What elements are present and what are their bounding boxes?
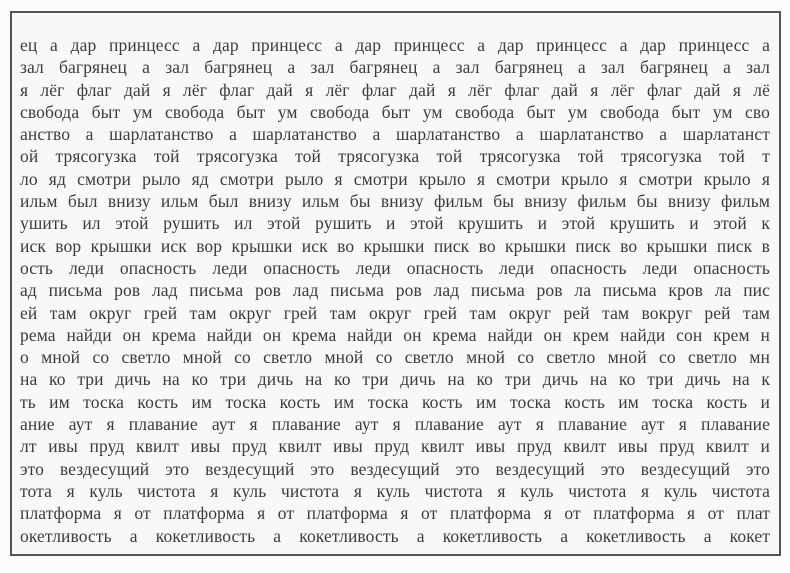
text-line: зал багрянец а зал багрянец а зал багрянец а зал багрянец а зал багрянец а зал <box>20 57 770 78</box>
text-block <box>12 13 779 554</box>
text-line: иск вор крышки иск вор крышки иск во крышки писк во крышки писк во крышки писк в <box>20 235 770 256</box>
text-line: ой трясогузка той трясогузка той трясогузка той трясогузка той трясогузка той т <box>20 146 770 167</box>
text-line: ть им тоска кость им тоска кость им тоска кость им тоска кость им тоска кость и <box>20 391 770 412</box>
text-line: платформа я от платформа я от платформа я от платформа я от платформа я от плат <box>20 503 770 524</box>
text-line: окетливость а кокетливость а кокетливость а кокетливость а кокетливость а кокет <box>20 525 770 546</box>
text-line: ад письма ров лад письма ров лад письма ров лад письма ров ла письма кров ла пис <box>20 280 770 301</box>
text-line: анство а шарлатанство а шарлатанство а шарлатанство а шарлатанство а шарлатанст <box>20 124 770 145</box>
text-line: ость леди опасность леди опасность леди опасность леди опасность леди опасность <box>20 257 770 278</box>
text-line: на ко три дичь на ко три дичь на ко три дичь на ко три дичь на ко три дичь на к <box>20 369 770 390</box>
text-line: о мной со светло мной со светло мной со светло мной со светло мной со светло мн <box>20 347 770 368</box>
text-line: свобода быт ум свобода быт ум свобода быт ум свобода быт ум свобода быт ум сво <box>20 101 770 122</box>
text-frame <box>10 11 781 556</box>
text-line: ец а дар принцесс а дар принцесс а дар принцесс а дар принцесс а дар принцесс а <box>20 35 770 55</box>
text-line: ушить ил этой рушить ил этой рушить и этой крушить и этой крушить и этой к <box>20 213 770 234</box>
text-line: ильм был внизу ильм был внизу ильм бы внизу фильм бы внизу фильм бы внизу фильм <box>20 191 770 212</box>
text-line: ание аут я плавание аут я плавание аут я плавание аут я плавание аут я плавание <box>20 414 770 435</box>
text-line: это вездесущий это вездесущий это вездесущий это вездесущий это вездесущий это <box>20 458 770 479</box>
text-line: ей там округ грей там округ грей там округ грей там округ рей там вокруг рей там <box>20 302 770 323</box>
text-line: я лёг флаг дай я лёг флаг дай я лёг флаг дай я лёг флаг дай я лёг флаг дай я лё <box>20 79 770 100</box>
text-line: рема найди он крема найди он крема найди он крема найди он крем найди сон крем н <box>20 324 770 345</box>
text-line: ло яд смотри рыло яд смотри рыло я смотри крыло я смотри крыло я смотри крыло я <box>20 168 770 189</box>
text-line: лт ивы пруд квилт ивы пруд квилт ивы пруд квилт ивы пруд квилт ивы пруд квилт и <box>20 436 770 457</box>
text-line: тота я куль чистота я куль чистота я куль чистота я куль чистота я куль чистота <box>20 480 770 501</box>
